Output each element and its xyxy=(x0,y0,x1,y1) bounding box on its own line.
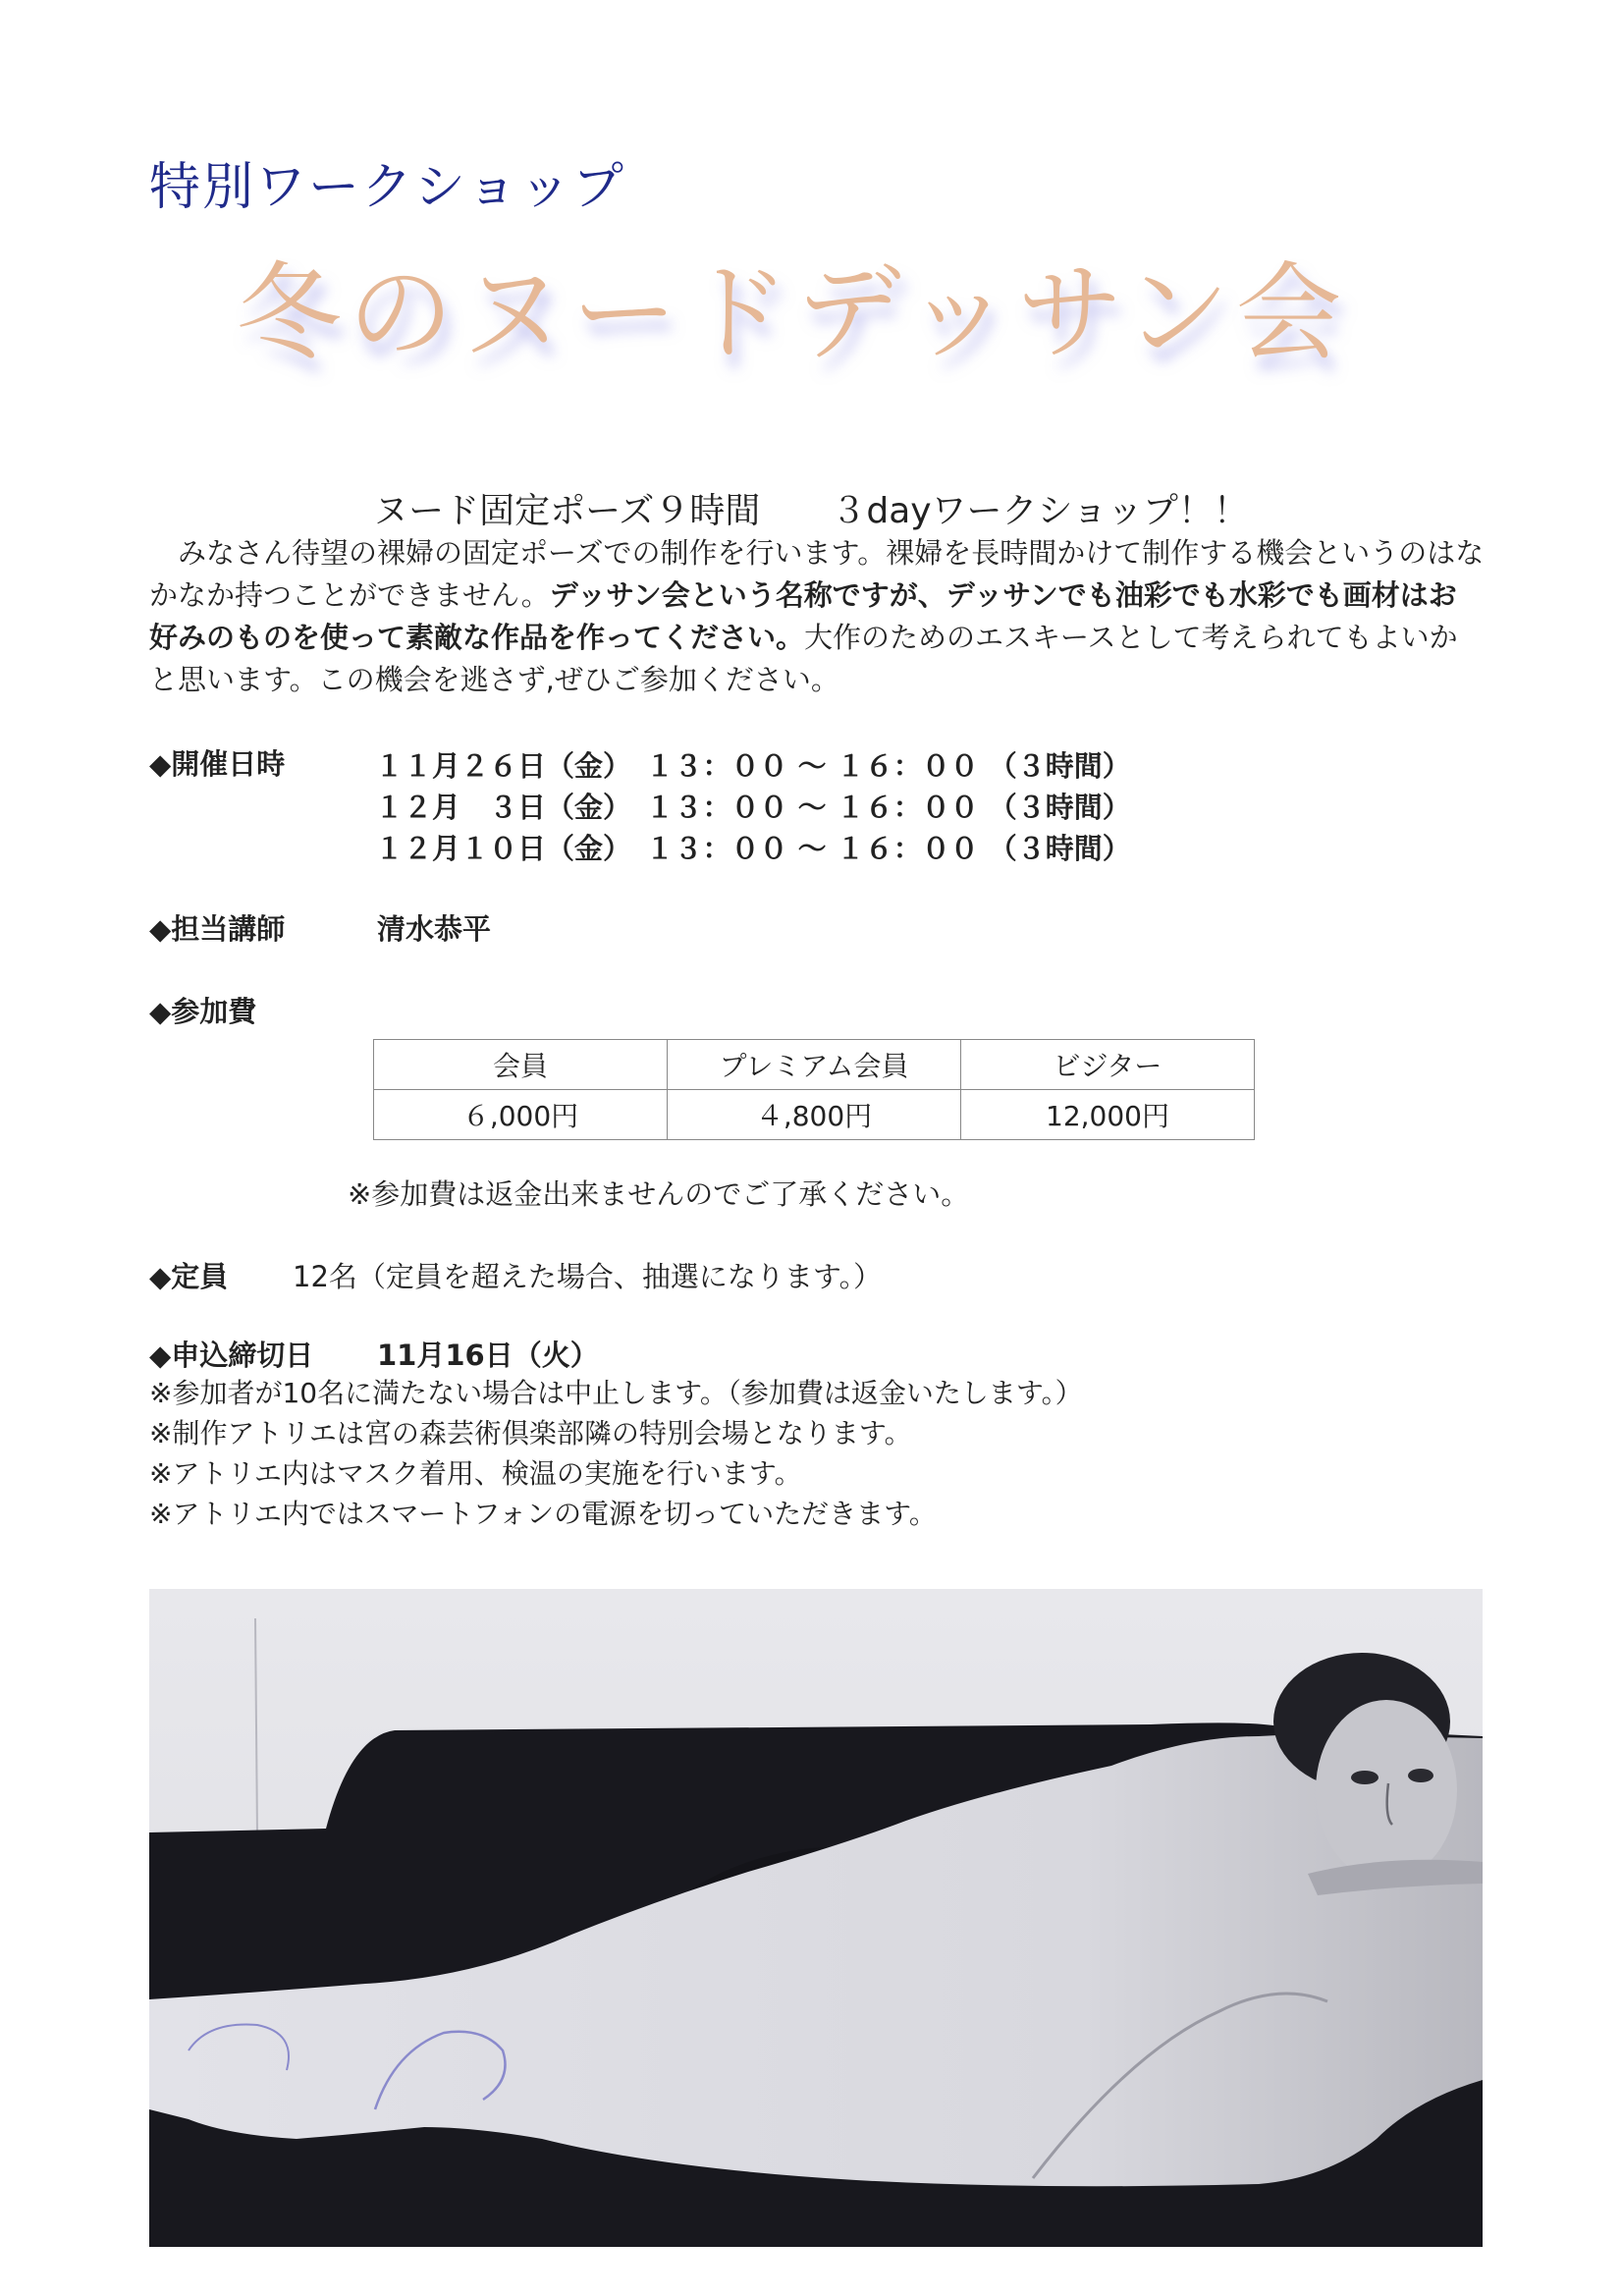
figure-eye xyxy=(1408,1769,1433,1782)
note-item: ※アトリエ内ではスマートフォンの電源を切っていただきます。 xyxy=(149,1498,937,1530)
fees-table xyxy=(373,1039,1255,1140)
intro-text-bold: デッサン会という名称ですが、デッサンでも油彩でも水彩でも画材はお好みのものを使って素敵な作品を作ってください。 xyxy=(149,578,1457,654)
deadline-value: 11月16日（火） xyxy=(377,1339,599,1372)
capacity-label: ◆定員 xyxy=(149,1260,229,1293)
note-item: ※アトリエ内はマスク着用、検温の実施を行います。 xyxy=(149,1457,802,1490)
fees-header-row xyxy=(374,1040,1255,1090)
intro-text-1: みなさん待望の裸婦の固定ポーズでの制作を行います。裸婦を長時間かけて制作する機会というのはなかなか持つことができません。 xyxy=(149,536,1485,612)
artwork-image xyxy=(149,1589,1483,2247)
intro-text-2: 大作のためのエスキースとして考えられてもよいかと思います。この機会を逃さず,ぜひご参加ください。 xyxy=(149,621,1458,696)
deadline-label: ◆申込締切日 xyxy=(149,1339,314,1372)
fee-value-visitor: 12,000円 xyxy=(961,1090,1255,1140)
note-item: ※参加者が10名に満たない場合は中止します。（参加費は返金いたします。） xyxy=(149,1377,1083,1409)
fees-label: ◆参加費 xyxy=(149,995,257,1028)
figure-eye xyxy=(1351,1771,1379,1784)
fee-header-visitor: ビジター xyxy=(961,1040,1255,1090)
event-subtitle: 特別ワークショップ xyxy=(149,158,625,217)
instructor-name: 清水恭平 xyxy=(377,912,492,946)
fee-value-premium: ４,800円 xyxy=(668,1090,961,1140)
schedule-date-3: １２月１０日（金） １３：００ 〜 １６：００ （３時間） xyxy=(375,832,1131,865)
note-item: ※制作アトリエは宮の森芸術倶楽部隣の特別会場となります。 xyxy=(149,1417,912,1449)
schedule-date-2: １２月 ３日（金） １３：００ 〜 １６：００ （３時間） xyxy=(375,791,1131,824)
fee-header-premium: プレミアム会員 xyxy=(668,1040,961,1090)
schedule-date-1: １１月２６日（金） １３：００ 〜 １６：００ （３時間） xyxy=(375,749,1131,783)
fee-header-member: 会員 xyxy=(374,1040,668,1090)
fees-note: ※参加費は返金出来ませんのでご了承ください。 xyxy=(348,1177,970,1211)
event-title: 冬のヌードデッサン会 xyxy=(236,252,1348,375)
fee-value-member: ６,000円 xyxy=(374,1090,668,1140)
schedule-label: ◆開催日時 xyxy=(149,747,286,781)
capacity-value: 12名（定員を超えた場合、抽選になります。） xyxy=(293,1260,883,1293)
fees-value-row xyxy=(374,1090,1255,1140)
figure-face xyxy=(1316,1700,1457,1881)
notes-list xyxy=(149,1373,1083,1534)
instructor-label: ◆担当講師 xyxy=(149,912,286,946)
intro-paragraph xyxy=(149,532,1485,701)
tagline: ヌード固定ポーズ９時間 ３dayワークショップ！！ xyxy=(373,491,1249,531)
